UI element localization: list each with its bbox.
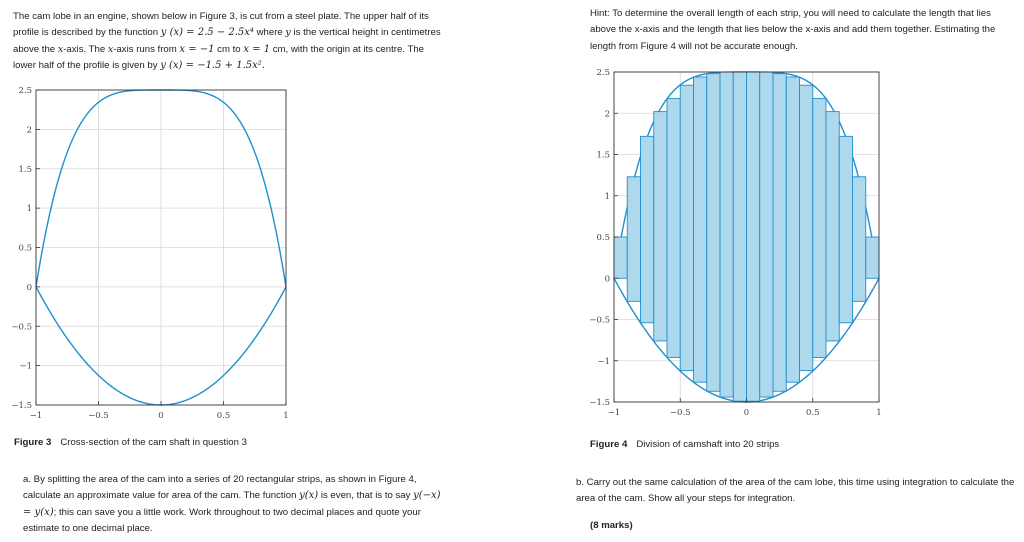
y-tick-label: 0.5	[596, 233, 610, 243]
y-tick-label: 1	[604, 191, 610, 202]
y-tick-label: 1	[26, 204, 32, 215]
strip-bar	[773, 74, 786, 392]
strip-bar	[733, 72, 746, 401]
y-tick-label: 0	[26, 282, 32, 293]
intro-paragraph: The cam lobe in an engine, shown below in Figure 3, is cut from a steel plate. The upper half of its profile is described by the function y (x) = 2.5 − 2.5x⁴ where y is the vertical height in centimetres above the x-axis. The x-axis runs from x = −1 cm to x = 1 cm, with the origin at its centre. The lower half of the profile is given by y (x) = −1.5 + 1.5x².	[13, 11, 441, 72]
y-tick-label: 1.5	[596, 150, 610, 161]
figure-3-x-ticks	[30, 401, 289, 421]
strip-bar	[667, 98, 680, 357]
x-tick-label: −0.5	[88, 411, 109, 421]
y-tick-label: 2.5	[18, 86, 32, 96]
x-tick-label: 0	[743, 408, 750, 418]
question-a: a. By splitting the area of the cam into a series of 20 rectangular strips, as shown in Figure 4, calculate an approximate value for area of the cam. The function y(x) is even, that is to say y(−x) = y(x); this can save you a little work. Work throughout to two decimal places and quote your estimate to one decimal place.	[23, 474, 441, 535]
y-tick-label: −1	[597, 356, 610, 367]
x-tick-label: 0	[158, 411, 164, 421]
strip-bar	[813, 98, 826, 357]
y-tick-label: 1.5	[18, 164, 32, 175]
x-tick-label: −0.5	[669, 408, 691, 418]
strip-bar	[866, 237, 879, 278]
strip-bar	[853, 177, 866, 302]
x-tick-label: 0.5	[805, 408, 820, 418]
y-tick-label: −1.5	[589, 398, 610, 408]
figure-3-caption: Figure 3 Cross-section of the cam shaft in question 3	[14, 437, 247, 448]
x-tick-label: 1	[283, 411, 289, 421]
y-tick-label: 0	[604, 274, 610, 285]
strip-bar	[760, 72, 773, 397]
figure-4-caption: Figure 4 Division of camshaft into 20 strips	[590, 439, 780, 450]
y-tick-label: 2	[604, 109, 610, 120]
strip-bar	[694, 77, 707, 382]
strip-bar	[680, 85, 693, 370]
y-tick-label: 0.5	[18, 243, 32, 254]
strip-bar	[641, 136, 654, 322]
x-tick-label: 0.5	[216, 411, 231, 421]
y-tick-label: −1	[19, 361, 32, 372]
strip-bar	[627, 177, 640, 302]
strip-bar	[614, 237, 627, 278]
strip-bar	[747, 72, 760, 401]
strip-bar	[786, 77, 799, 382]
figure-3-chart	[0, 80, 300, 425]
marks-label: (8 marks)	[590, 520, 633, 531]
strip-bar	[707, 74, 720, 392]
y-tick-label: 2	[26, 125, 32, 136]
figure-4-chart	[575, 62, 895, 422]
strip-bar	[720, 72, 733, 397]
strip-bar	[654, 112, 667, 341]
strip-bar	[839, 136, 852, 322]
figure-4-plot	[614, 72, 879, 402]
y-tick-label: 2.5	[596, 68, 610, 78]
x-tick-label: −1	[29, 411, 43, 421]
hint-paragraph: Hint: To determine the overall length of each strip, you will need to calculate the length that lies above the x-axis and the length that lies below the x-axis and add them together. Estimating the length from Figure 4 will not be accurate enough.	[590, 8, 996, 52]
x-tick-label: −1	[607, 408, 621, 418]
y-tick-label: −0.5	[589, 315, 610, 326]
strip-bar	[826, 112, 839, 341]
x-tick-label: 1	[876, 408, 882, 418]
strip-bar	[800, 85, 813, 370]
y-tick-label: −0.5	[11, 322, 32, 333]
y-tick-label: −1.5	[11, 401, 32, 411]
question-b: b. Carry out the same calculation of the area of the cam lobe, this time using integration to calculate the area of the cam. Show all your steps for integration.	[576, 477, 1015, 505]
